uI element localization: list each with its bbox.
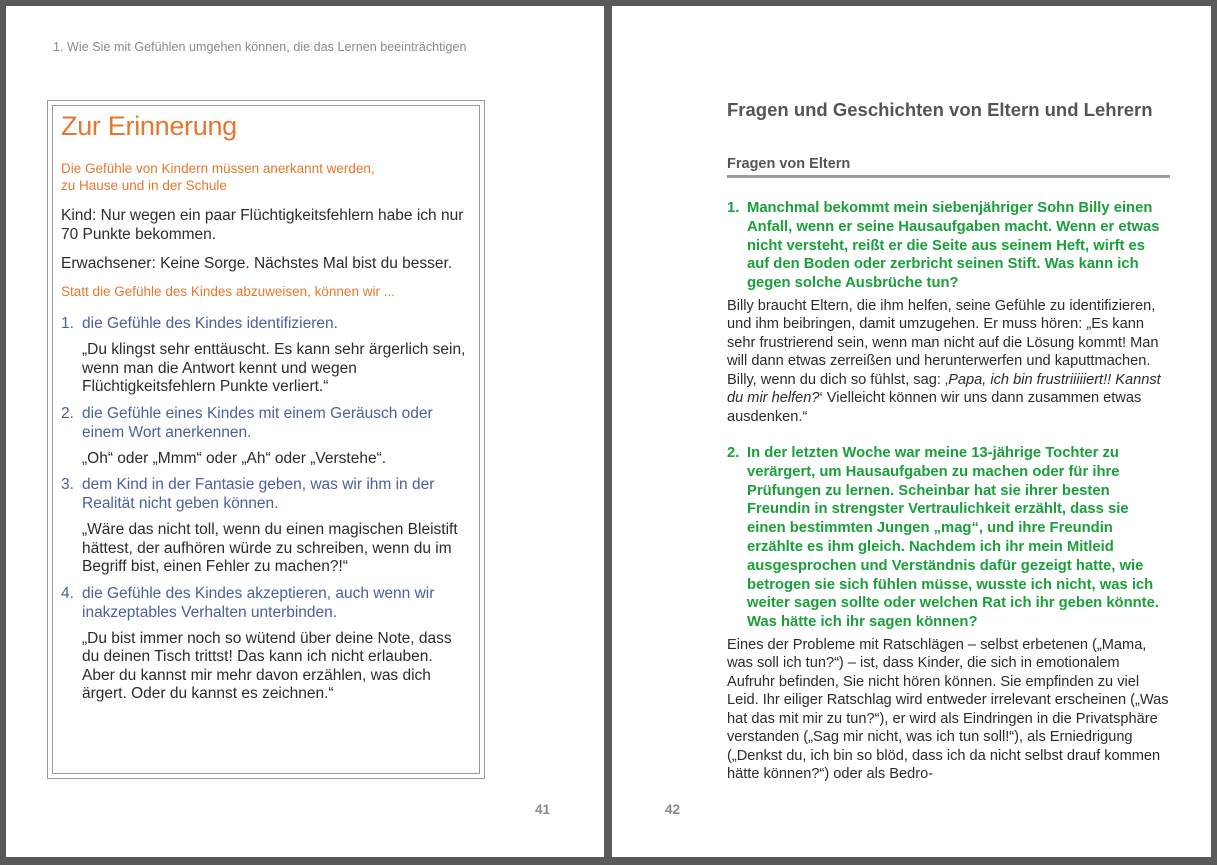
step-text: die Gefühle des Kindes akzeptieren, auch wenn wir inakzeptables Verhalten unterbinden.	[82, 584, 435, 621]
step-text: dem Kind in der Fantasie geben, was wir ihm in der Realität nicht geben können.	[82, 476, 435, 512]
step-number: 1.	[61, 315, 74, 332]
box-title: Zur Erinnerung	[61, 111, 237, 141]
running-header: 1. Wie Sie mit Gefühlen umgehen können, die das Lernen beeinträchtigen	[53, 40, 467, 54]
instead-intro: Statt die Gefühle des Kindes abzuweisen, können wir ...	[61, 284, 395, 299]
kid-statement: Kind: Nur wegen ein paar Flüchtigkeitsfehlern habe ich nur 70 Punkte bekommen.	[61, 207, 464, 243]
answer-1	[727, 297, 1170, 427]
question-block-2	[727, 444, 1170, 799]
right-page	[612, 6, 1211, 857]
page-number-left: 41	[535, 802, 551, 817]
adult-statement: Erwachsener: Keine Sorge. Nächstes Mal bist du besser.	[61, 255, 453, 272]
question-block-1	[727, 199, 1170, 441]
answer-2: Eines der Probleme mit Ratschlägen – selbst erbetenen („Mama, was soll ich tun?“) – ist, dass Kinder, die sich in emotionalem Aufruhr befinden, Sie nicht hören können. Sie empfinden zu viel Leid. Ihr eiliger Ratschlag wird entweder irrelevant erscheinen („Was hat das mit mir zu tun?“), er wird als Eindringen in die Privatsphäre verstanden („Sag mir nicht, was ich tun soll!“), als Erniedrigung („Denkst du, ich bin so blöd, dass ich da nicht selbst drauf kommen hätte können?“) oder als Bedro-	[727, 636, 1169, 783]
step-2	[61, 404, 466, 469]
step-text: die Gefühle eines Kindes mit einem Geräusch oder einem Wort anerkennen.	[82, 404, 433, 441]
step-number: 3.	[61, 476, 74, 493]
step-number: 2.	[61, 404, 74, 422]
answer-1-italic: Papa, ich bin frustriiiiiert!! Kannst du mir helfen?	[727, 371, 1161, 407]
step-quote: „Du klingst sehr enttäuscht. Es kann sehr ärgerlich sein, wenn man die Antwort kennt und wegen Flüchtigkeitsfehlern Punkte verliert.“	[82, 341, 466, 395]
page-number-right: 42	[665, 802, 681, 817]
reminder-box	[47, 100, 485, 779]
answer-1-part1: Billy braucht Eltern, die ihm helfen, seine Gefühle zu identifizieren, und ihm beibringen, damit umzugehen. Er muss hören: „Es kann sehr frustrierend sein, wenn man nicht auf die Lösung kommt! Man will dann etwas zerreißen und herunterwerfen und kaputtmachen. Billy, wenn du dich so fühlst, sag: ‚	[727, 297, 1159, 388]
step-quote: „Oh“ oder „Mmm“ oder „Ah“ oder „Verstehe“.	[82, 449, 387, 467]
sub-heading: Fragen von Eltern	[727, 156, 1170, 178]
step-text: die Gefühle des Kindes identifizieren.	[82, 315, 338, 332]
box-subtitle-line1: Die Gefühle von Kindern müssen anerkannt werden,	[61, 161, 375, 176]
answer-1-part2: ‘ Vielleicht können wir uns dann zusammen etwas ausdenken.“	[727, 390, 1142, 425]
question-2	[727, 444, 1170, 632]
step-1	[61, 314, 466, 397]
question-1	[727, 199, 1170, 293]
question-number: 1.	[727, 200, 740, 216]
box-subtitle-line2: zu Hause und in der Schule	[61, 178, 227, 193]
left-page	[6, 6, 604, 857]
step-4	[61, 584, 466, 704]
step-quote: „Du bist immer noch so wütend über deine Note, dass du deinen Tisch trittst! Das kann ich nicht erlauben. Aber du kannst mir mehr davon erzählen, was dich ärgert. Oder du kannst es zeichnen.“	[82, 629, 452, 702]
step-number: 4.	[61, 584, 74, 602]
question-text: Manchmal bekommt mein siebenjähriger Sohn Billy einen Anfall, wenn er seine Hausaufgaben macht. Wenn er etwas nicht versteht, reißt er die Seite aus seinem Heft, wirft es auf den Boden oder zerbricht seinen Stift. Was kann ich gegen solche Ausbrüche tun?	[747, 200, 1160, 292]
question-text: In der letzten Woche war meine 13-jährige Tochter zu verärgert, um Hausaufgaben zu machen oder für ihre Prüfungen zu lernen. Scheinbar hat sie ihrer besten Freundin in strengster Vertraulichkeit erzählt, dass sie einen bestimmten Jungen „mag“, und ihre Freundin erzählte es ihm gleich. Nachdem ich ihr mein Mitleid ausgesprochen und Verständnis dafür gezeigt hatte, wie betrogen sie sich fühlen müsse, wusste ich nicht, was ich weiter sagen sollte oder welchen Rat ich ihr geben könnte. Was hätte ich ihr sagen können?	[747, 445, 1159, 631]
step-quote: „Wäre das nicht toll, wenn du einen magischen Bleistift hättest, der aufhören würde zu schreiben, wenn du im Begriff bist, einen Fehler zu machen?!“	[82, 521, 458, 575]
section-heading: Fragen und Geschichten von Eltern und Lehrern	[727, 99, 1153, 120]
step-3	[61, 475, 466, 577]
reminder-content	[61, 111, 466, 711]
box-subtitle	[61, 160, 466, 194]
question-number: 2.	[727, 445, 740, 461]
